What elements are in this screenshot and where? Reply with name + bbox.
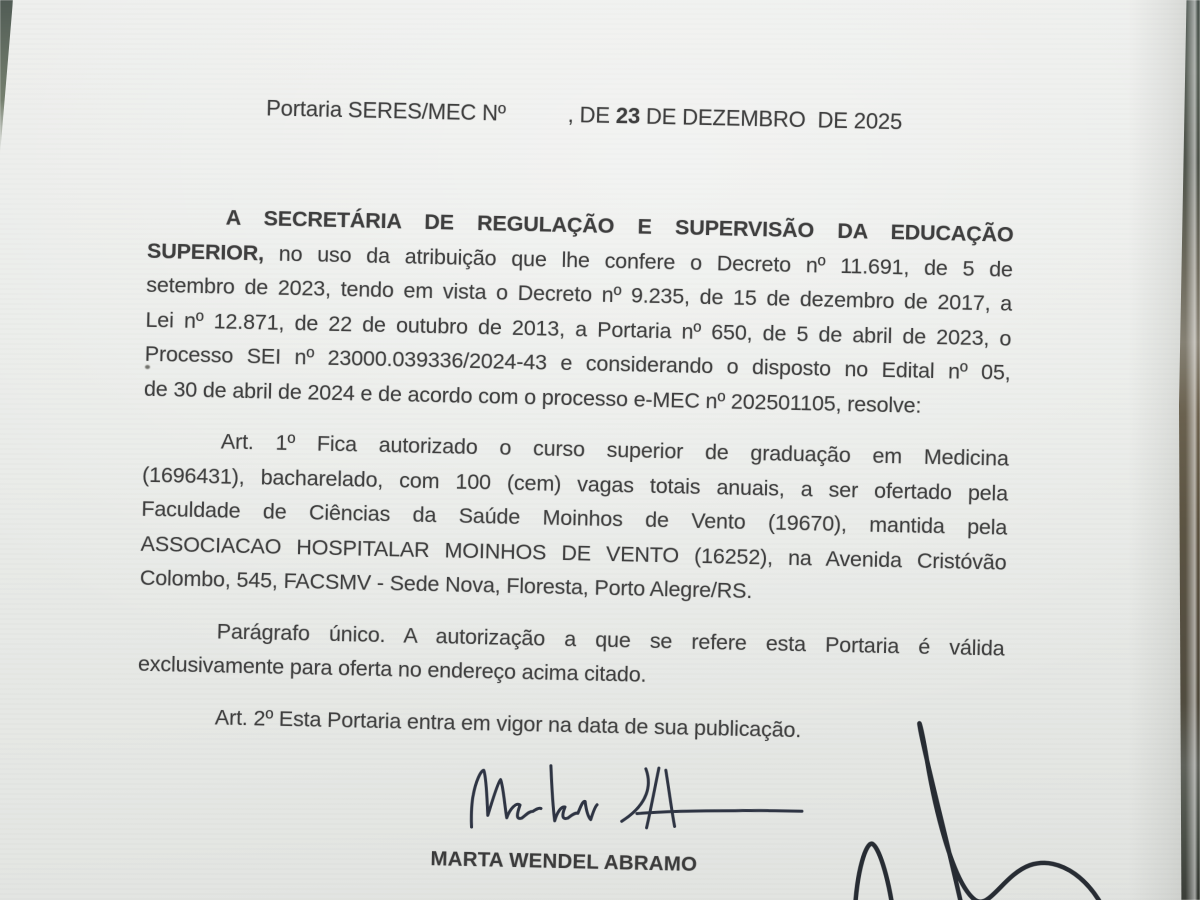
signature-stroke-h-right [665,770,676,826]
title-day: 23 [615,103,641,129]
text-segment: Parágrafo único. A autorização a que se refere esta Portaria é válida [216,618,1005,661]
paragraph-art-1 [140,423,1010,614]
text-segment: Faculdade de Ciências da Saúde Moinhos de Vento (19670), mantida pela [141,496,1008,540]
scribble-spike-and-arch [915,723,1113,900]
text-segment: de 30 de abril de 2024 e de acordo com o processo e-MEC nº 202501105, resolve: [143,376,922,418]
bold-text-segment: A SECRETÁRIA DE REGULAÇÃO E SUPERVISÃO DA EDUCAÇÃO [225,205,1014,247]
text-segment: Processo SEI nº 23000.039336/2024-43 e considerando o disposto no Edital nº 05, [144,341,1011,385]
pen-scribble-large [837,709,1146,900]
signatory-name: MARTA WENDEL ABRAMO [430,847,698,876]
paragraph-paragrafo-unico [138,612,1005,700]
title-prefix: Portaria SERES/MEC Nº [265,95,507,126]
text-segment: Art. 1º Fica autorizado o curso superior de graduação em Medicina [220,429,1009,471]
text-segment: exclusivamente para oferta no endereço acima citado. [137,651,647,687]
text-segment: no uso da atribuição que lhe confere o Decreto nº 11.691, de 5 de [263,240,1014,282]
scribble-arch-small [855,843,896,900]
text-segment: (1696431), bacharelado, com 100 (cem) vagas totais anuais, a ser ofertado pela [141,462,1009,506]
signature-stroke-t-au [550,766,598,822]
signature-handwritten [464,758,806,843]
document [132,91,1016,900]
desk-corner-top-left [0,0,13,155]
text-segment: Lei nº 12.871, de 22 de outubro de 2013, a Portaria nº 650, de 5 de abril de 2023, o [145,307,1012,351]
title-infix: , DE [567,101,617,128]
text-segment: setembro de 2023, tendo em vista o Decreto nº 9.235, de 15 de dezembro de 2017, a [146,272,1013,316]
text-segment: Colombo, 545, FACSMV - Sede Nova, Floresta, Porto Alegre/RS. [139,565,753,604]
bold-text-segment: SUPERIOR, [146,238,265,265]
title-suffix: DE DEZEMBRO DE 2025 [639,103,903,135]
text-segment: ASSOCIACAO HOSPITALAR MOINHOS DE VENTO (16252), na Avenida Cristóvão [140,531,1007,575]
signature-stroke-tail-line [637,808,802,818]
document-title [150,91,1016,140]
signature-stroke-marta [471,770,542,829]
portaria-number-blank [506,121,568,122]
paragraph-preamble [144,199,1014,425]
text-segment: Art. 2º Esta Portaria entra em vigor na data de sua publicação. [214,704,802,742]
